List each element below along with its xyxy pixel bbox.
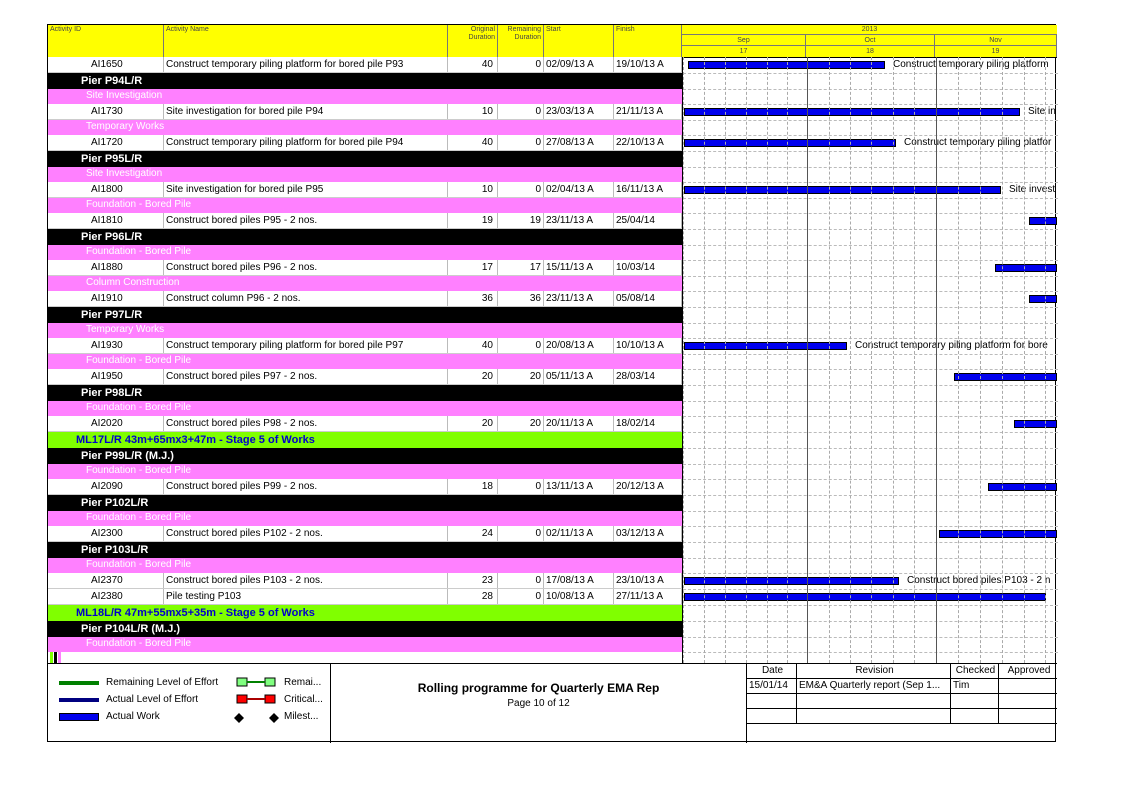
pier-group-header[interactable]: Pier P102L/R [48,495,682,511]
timescale-month: Oct [806,35,935,46]
original-duration-cell: 20 [448,369,498,384]
rev-empty-cell [999,694,1057,709]
activity-name-cell: Construct bored piles P98 - 2 nos. [164,416,448,431]
activity-name-cell: Site investigation for bored pile P94 [164,104,448,119]
rev-approved-value [999,679,1057,694]
start-date-cell: 10/08/13 A [544,589,614,604]
finish-date-cell: 23/10/13 A [614,573,682,588]
start-date-cell: 02/09/13 A [544,57,614,72]
activity-row[interactable] [48,479,682,495]
activity-name-cell: Pile testing P103 [164,589,448,604]
finish-date-cell: 05/08/14 [614,291,682,306]
activity-row[interactable] [48,589,682,605]
rev-date-header: Date [747,664,797,679]
activity-name-cell: Construct temporary piling platform for bored pile P94 [164,135,448,150]
rev-empty-cell [747,709,797,724]
activity-id-cell: AI1720 [64,135,164,150]
activity-name-cell: Construct bored piles P95 - 2 nos. [164,213,448,228]
rev-date-value: 15/01/14 [747,679,797,694]
start-date-cell: 27/08/13 A [544,135,614,150]
remaining-work-swatch [236,677,276,687]
finish-date-cell: 20/12/13 A [614,479,682,494]
activity-name-cell: Construct temporary piling platform for bored pile P93 [164,57,448,72]
milestone-diamond-icon [234,713,244,723]
legend-critical: Critical... [284,694,323,705]
original-duration-cell: 40 [448,338,498,353]
remaining-duration-cell: 0 [498,104,544,119]
start-date-cell: 23/11/13 A [544,213,614,228]
activity-name-cell: Construct column P96 - 2 nos. [164,291,448,306]
col-activity-name[interactable]: Activity Name [164,25,448,57]
legend-actual-level: Actual Level of Effort [106,694,199,705]
wbs-group-header[interactable]: Foundation - Bored Pile [48,637,682,652]
legend-remaining-level: Remaining Level of Effort [106,677,219,688]
bar-label: Construct temporary piling platfor [904,137,1052,148]
stage-group-header[interactable]: ML17L/R 43m+65mx3+47m - Stage 5 of Works [48,432,682,448]
pier-group-header[interactable]: Pier P98L/R [48,385,682,401]
wbs-group-header[interactable]: Foundation - Bored Pile [48,558,682,573]
finish-date-cell: 03/12/13 A [614,526,682,541]
activity-row[interactable] [48,291,682,307]
activity-id-cell: AI1910 [64,291,164,306]
original-duration-cell: 18 [448,479,498,494]
wbs-group-header[interactable]: Column Construction [48,276,682,291]
activity-id-cell: AI2300 [64,526,164,541]
finish-date-cell: 22/10/13 A [614,135,682,150]
activity-id-cell: AI2090 [64,479,164,494]
start-date-cell: 02/11/13 A [544,526,614,541]
activity-id-cell: AI1810 [64,213,164,228]
start-date-cell: 23/11/13 A [544,291,614,306]
activity-name-cell: Construct temporary piling platform for bored pile P97 [164,338,448,353]
wbs-group-header[interactable]: Temporary Works [48,120,682,135]
original-duration-cell: 20 [448,416,498,431]
finish-date-cell: 19/10/13 A [614,57,682,72]
column-header [48,25,682,58]
rev-empty-cell [999,709,1057,724]
original-duration-cell: 17 [448,260,498,275]
pier-group-header[interactable]: Pier P95L/R [48,151,682,167]
remaining-level-swatch [59,681,99,685]
rev-checked-header: Checked [951,664,999,679]
legend [48,664,331,743]
activity-id-cell: AI1930 [64,338,164,353]
start-date-cell: 13/11/13 A [544,479,614,494]
activity-name-cell: Construct bored piles P103 - 2 nos. [164,573,448,588]
finish-date-cell: 10/10/13 A [614,338,682,353]
original-duration-cell: 40 [448,57,498,72]
milestone-diamond-icon [269,713,279,723]
pier-group-header[interactable]: Pier P104L/R (M.J.) [48,621,682,637]
pier-group-header[interactable]: Pier P97L/R [48,307,682,323]
remaining-duration-cell: 36 [498,291,544,306]
wbs-group-header[interactable]: Foundation - Bored Pile [48,511,682,526]
start-date-cell: 20/11/13 A [544,416,614,431]
start-date-cell: 02/04/13 A [544,182,614,197]
activity-id-cell: AI2020 [64,416,164,431]
wbs-group-header[interactable]: Foundation - Bored Pile [48,198,682,213]
finish-date-cell: 16/11/13 A [614,182,682,197]
wbs-group-header[interactable]: Foundation - Bored Pile [48,354,682,369]
rev-revision-header: Revision [797,664,951,679]
finish-date-cell: 25/04/14 [614,213,682,228]
rev-revision-value: EM&A Quarterly report (Sep 1... [797,679,951,694]
remaining-duration-cell: 0 [498,57,544,72]
activity-row[interactable] [48,573,682,589]
remaining-duration-cell: 19 [498,213,544,228]
rev-empty-cell [797,694,951,709]
bar-label: Construct bored piles P103 - 2 n [907,575,1051,586]
finish-date-cell: 10/03/14 [614,260,682,275]
wbs-group-header[interactable]: Temporary Works [48,323,682,338]
timescale-month: Nov [935,35,1057,46]
rev-empty-cell [951,709,999,724]
remaining-duration-cell: 0 [498,589,544,604]
activity-name-cell: Construct bored piles P99 - 2 nos. [164,479,448,494]
stage-group-header[interactable]: ML18L/R 47m+55mx5+35m - Stage 5 of Works [48,605,682,621]
original-duration-cell: 19 [448,213,498,228]
report-title: Rolling programme for Quarterly EMA Rep [417,681,660,695]
start-date-cell: 17/08/13 A [544,573,614,588]
actual-level-swatch [59,698,99,702]
activity-row[interactable] [48,135,682,151]
remaining-duration-cell: 0 [498,182,544,197]
original-duration-cell: 40 [448,135,498,150]
activity-row[interactable] [48,57,682,73]
start-date-cell: 23/03/13 A [544,104,614,119]
legend-actual-work: Actual Work [106,711,160,722]
original-duration-cell: 10 [448,104,498,119]
activity-name-cell: Site investigation for bored pile P95 [164,182,448,197]
remaining-duration-cell: 20 [498,369,544,384]
original-duration-cell: 23 [448,573,498,588]
remaining-duration-cell: 0 [498,479,544,494]
bar-label: Site invest [1009,184,1056,195]
activity-row[interactable] [48,416,682,432]
col-start[interactable]: Start [544,25,614,57]
timescale-week: 19 [935,46,1057,57]
title-block [331,664,747,743]
timescale-year: 2013 [682,25,1057,35]
finish-date-cell: 27/11/13 A [614,589,682,604]
activity-id-cell: AI1950 [64,369,164,384]
activity-name-cell: Construct bored piles P97 - 2 nos. [164,369,448,384]
activity-id-cell: AI1650 [64,57,164,72]
col-finish[interactable]: Finish [614,25,682,57]
actual-work-swatch [59,713,99,721]
remaining-duration-cell: 0 [498,526,544,541]
activity-table [48,57,1057,663]
wbs-group-header[interactable]: Site Investigation [48,167,682,182]
timescale-week: 18 [806,46,935,57]
wbs-group-header[interactable]: Foundation - Bored Pile [48,464,682,479]
activity-name-cell: Construct bored piles P96 - 2 nos. [164,260,448,275]
remaining-duration-cell: 0 [498,135,544,150]
wbs-group-header[interactable]: Site Investigation [48,89,682,104]
finish-date-cell: 21/11/13 A [614,104,682,119]
activity-id-cell: AI2380 [64,589,164,604]
remaining-duration-cell: 0 [498,573,544,588]
pier-group-header[interactable]: Pier P94L/R [48,73,682,89]
finish-date-cell: 28/03/14 [614,369,682,384]
original-duration-cell: 36 [448,291,498,306]
footer [48,663,1057,743]
start-date-cell: 20/08/13 A [544,338,614,353]
wbs-group-header[interactable]: Foundation - Bored Pile [48,245,682,260]
original-duration-cell: 10 [448,182,498,197]
rev-empty-cell [797,709,951,724]
bar-label: Construct temporary piling platform for bore [855,340,1048,351]
remaining-duration-cell: 20 [498,416,544,431]
activity-name-cell: Construct bored piles P102 - 2 nos. [164,526,448,541]
col-activity-id[interactable]: Activity ID [48,25,164,57]
gantt-sheet [47,24,1056,742]
start-date-cell: 15/11/13 A [544,260,614,275]
activity-id-cell: AI1800 [64,182,164,197]
finish-date-cell: 18/02/14 [614,416,682,431]
bar-label: Construct temporary piling platform [893,59,1049,70]
critical-swatch [236,694,276,704]
bar-label: Site in [1028,106,1056,117]
activity-row[interactable] [48,338,682,354]
activity-row[interactable] [48,369,682,385]
revision-table [747,664,1057,743]
activity-row[interactable] [48,526,682,542]
remaining-duration-cell: 0 [498,338,544,353]
legend-remaining-work: Remai... [284,677,322,688]
col-original-duration[interactable]: Original Duration [448,25,498,57]
original-duration-cell: 24 [448,526,498,541]
rev-approved-header: Approved [999,664,1057,679]
original-duration-cell: 28 [448,589,498,604]
legend-milestone: Milest... [284,711,319,722]
activity-row[interactable] [48,104,682,120]
col-remaining-duration[interactable]: Remaining Duration [498,25,544,57]
page-number: Page 10 of 12 [507,698,570,709]
start-date-cell: 05/11/13 A [544,369,614,384]
activity-row[interactable] [48,182,682,198]
timescale-week: 17 [682,46,806,57]
timescale-month: Sep [682,35,806,46]
timescale-header [682,25,1057,58]
activity-row[interactable] [48,213,682,229]
activity-id-cell: AI2370 [64,573,164,588]
rev-empty-cell [951,694,999,709]
activity-id-cell: AI1880 [64,260,164,275]
wbs-group-header[interactable]: Foundation - Bored Pile [48,401,682,416]
pier-group-header[interactable]: Pier P103L/R [48,542,682,558]
remaining-duration-cell: 17 [498,260,544,275]
rev-empty-cell [747,694,797,709]
pier-group-header[interactable]: Pier P99L/R (M.J.) [48,448,682,464]
activity-id-cell: AI1730 [64,104,164,119]
pier-group-header[interactable]: Pier P96L/R [48,229,682,245]
rev-checked-value: Tim [951,679,999,694]
activity-row[interactable] [48,260,682,276]
